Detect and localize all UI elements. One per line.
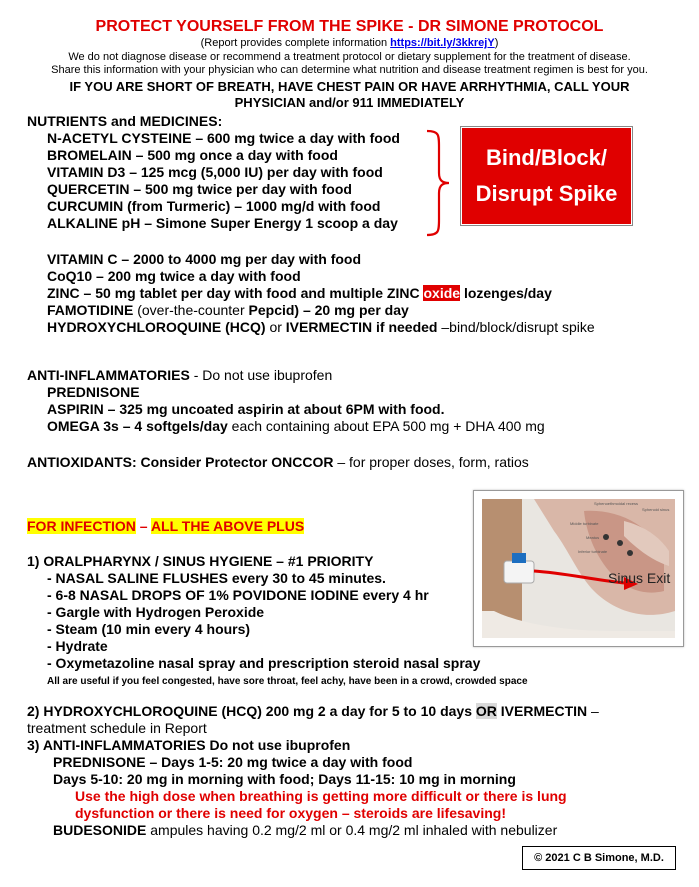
bind-block-disrupt-box	[461, 127, 632, 225]
hcq-or: or	[265, 319, 286, 335]
omega-detail: each containing about EPA 500 mg + DHA 400 mg	[227, 418, 545, 434]
ivermectin-name: IVERMECTIN if needed	[285, 319, 438, 335]
infection-title: FOR INFECTION	[27, 518, 136, 534]
nutrients-heading: NUTRIENTS and MEDICINES:	[27, 113, 223, 129]
antioxidants-detail: – for proper doses, form, ratios	[333, 454, 529, 470]
report-line	[0, 37, 699, 50]
hygiene-item: - Steam (10 min every 4 hours)	[47, 621, 251, 637]
antioxidants-title: ANTIOXIDANTS: Consider Protector ONCCOR	[27, 454, 334, 470]
anti-heading-title: ANTI-INFLAMMATORIES	[27, 367, 190, 383]
bind-item: CURCUMIN (from Turmeric) – 1000 mg/d with food	[47, 198, 381, 214]
hcq-line	[47, 319, 595, 336]
famotidine-pepcid: Pepcid	[248, 302, 295, 318]
high-dose-warning-2: dysfunction or there is need for oxygen – steroids are lifesaving!	[75, 805, 506, 821]
zinc-oxide-highlight: oxide	[423, 285, 461, 301]
warning-line-2: PHYSICIAN and/or 911 IMMEDIATELY	[234, 95, 465, 110]
anatomy-tiny-label: Inferior turbinate	[578, 549, 608, 554]
famotidine-otc: (over-the-counter	[133, 302, 249, 318]
anti-heading-note: - Do not use ibuprofen	[189, 367, 333, 383]
hcq-or-highlight: OR	[475, 703, 497, 719]
anatomy-tiny-label: Sphenoid sinus	[642, 507, 670, 512]
anti-infl-heading: 3) ANTI-INFLAMMATORIES Do not use ibuprofen	[27, 737, 351, 753]
bind-item: ALKALINE pH – Simone Super Energy 1 scoop a day	[47, 215, 398, 231]
budesonide-name: BUDESONIDE	[53, 822, 147, 838]
budesonide-detail: ampules having 0.2 mg/2 ml or 0.4 mg/2 ml inhaled with nebulizer	[146, 822, 558, 838]
sinus-exit-label: Sinus Exit	[608, 570, 671, 586]
hygiene-item: - NASAL SALINE FLUSHES every 30 to 45 minutes.	[47, 570, 386, 586]
bind-item: VITAMIN D3 – 125 mcg (5,000 IU) per day with food	[47, 164, 383, 180]
bind-item: BROMELAIN – 500 mg once a day with food	[47, 147, 338, 163]
omega-name: OMEGA 3s – 4 softgels/day	[47, 418, 228, 434]
hcq-suffix: –bind/block/disrupt spike	[437, 319, 595, 335]
coq10: CoQ10 – 200 mg twice a day with food	[47, 268, 301, 284]
zinc-text: ZINC – 50 mg tablet per day with food and multiple ZINC	[47, 285, 424, 301]
hygiene-item: - Hydrate	[47, 638, 108, 654]
anatomy-tiny-label: Meatus	[586, 535, 600, 540]
hcq-treatment-line	[27, 703, 599, 720]
prednisone-dose-detail: – Days 1-5: 20 mg twice a day with food	[145, 754, 413, 770]
hygiene-heading: 1) ORALPHARYNX / SINUS HYGIENE – #1 PRIORITY	[27, 553, 374, 569]
page-title: PROTECT YOURSELF FROM THE SPIKE - DR SIMONE PROTOCOL	[95, 18, 604, 35]
box-line-2: Disrupt Spike	[475, 181, 618, 206]
hygiene-item: - 6-8 NASAL DROPS OF 1% POVIDONE IODINE every 4 hr	[47, 587, 429, 603]
infection-plus: ALL THE ABOVE PLUS	[150, 518, 305, 534]
treatment-schedule: treatment schedule in Report	[27, 720, 207, 736]
anatomy-tiny-label: Middle turbinate	[570, 521, 599, 526]
famotidine-name: FAMOTIDINE	[47, 302, 134, 318]
report-prefix: (Report provides complete information	[200, 37, 391, 49]
prednisone-days: Days 5-10: 20 mg in morning with food; Days 11-15: 10 mg in morning	[53, 771, 516, 787]
prednisone: PREDNISONE	[47, 384, 140, 400]
disclaimer-line-1: We do not diagnose disease or recommend a treatment protocol or dietary supplement for the treatment of disease.	[68, 51, 631, 63]
infection-heading	[27, 518, 304, 535]
copyright-box: © 2021 C B Simone, M.D.	[522, 846, 676, 870]
disclaimer-line-2: Share this information with your physician who can determine what nutrition and disease treatment regimen is best for you.	[51, 64, 648, 76]
anti-heading	[27, 367, 332, 384]
ivermectin-treatment: IVERMECTIN	[496, 703, 588, 719]
hygiene-item: - Gargle with Hydrogen Peroxide	[47, 604, 265, 620]
famotidine-line	[47, 302, 409, 319]
hygiene-note: All are useful if you feel congested, have sore throat, feel achy, have been in a crowd, crowded space	[47, 676, 528, 687]
bind-item: N-ACETYL CYSTEINE – 600 mg twice a day with food	[47, 130, 400, 146]
bind-item: QUERCETIN – 500 mg twice per day with food	[47, 181, 352, 197]
prednisone-dose-name: PREDNISONE	[53, 754, 146, 770]
hcq-treatment-dash: –	[587, 703, 599, 719]
hcq-treatment: 2) HYDROXYCHLOROQUINE (HCQ) 200 mg 2 a day for 5 to 10 days	[27, 703, 476, 719]
curly-brace-icon	[425, 129, 451, 237]
hcq-name: HYDROXYCHLOROQUINE (HCQ)	[47, 319, 266, 335]
famotidine-dose: ) – 20 mg per day	[294, 302, 409, 318]
antioxidants-line	[27, 454, 529, 471]
warning-line-1: IF YOU ARE SHORT OF BREATH, HAVE CHEST PAIN OR HAVE ARRHYTHMIA, CALL YOUR	[69, 79, 630, 94]
box-line-1: Bind/Block/	[485, 145, 607, 170]
budesonide-line	[53, 822, 557, 839]
high-dose-warning-1: Use the high dose when breathing is getting more difficult or there is lung	[75, 788, 567, 804]
infection-dash: –	[135, 518, 151, 534]
report-suffix: )	[494, 37, 499, 49]
vitamin-c: VITAMIN C – 2000 to 4000 mg per day with food	[47, 251, 362, 267]
zinc-text-end: lozenges/day	[460, 285, 552, 301]
hygiene-item: - Oxymetazoline nasal spray and prescription steroid nasal spray	[47, 655, 481, 671]
nasal-anatomy-image	[473, 490, 684, 647]
prednisone-dose-line	[53, 754, 412, 771]
omega-line	[47, 418, 545, 435]
nasal-anatomy-illustration	[474, 491, 683, 646]
report-link[interactable]: https://bit.ly/3kkrejY	[390, 37, 495, 49]
zinc-line	[47, 285, 552, 302]
anatomy-tiny-label: Sphenoethmoidal recess	[594, 501, 639, 506]
aspirin: ASPIRIN – 325 mg uncoated aspirin at about 6PM with food.	[47, 401, 445, 417]
